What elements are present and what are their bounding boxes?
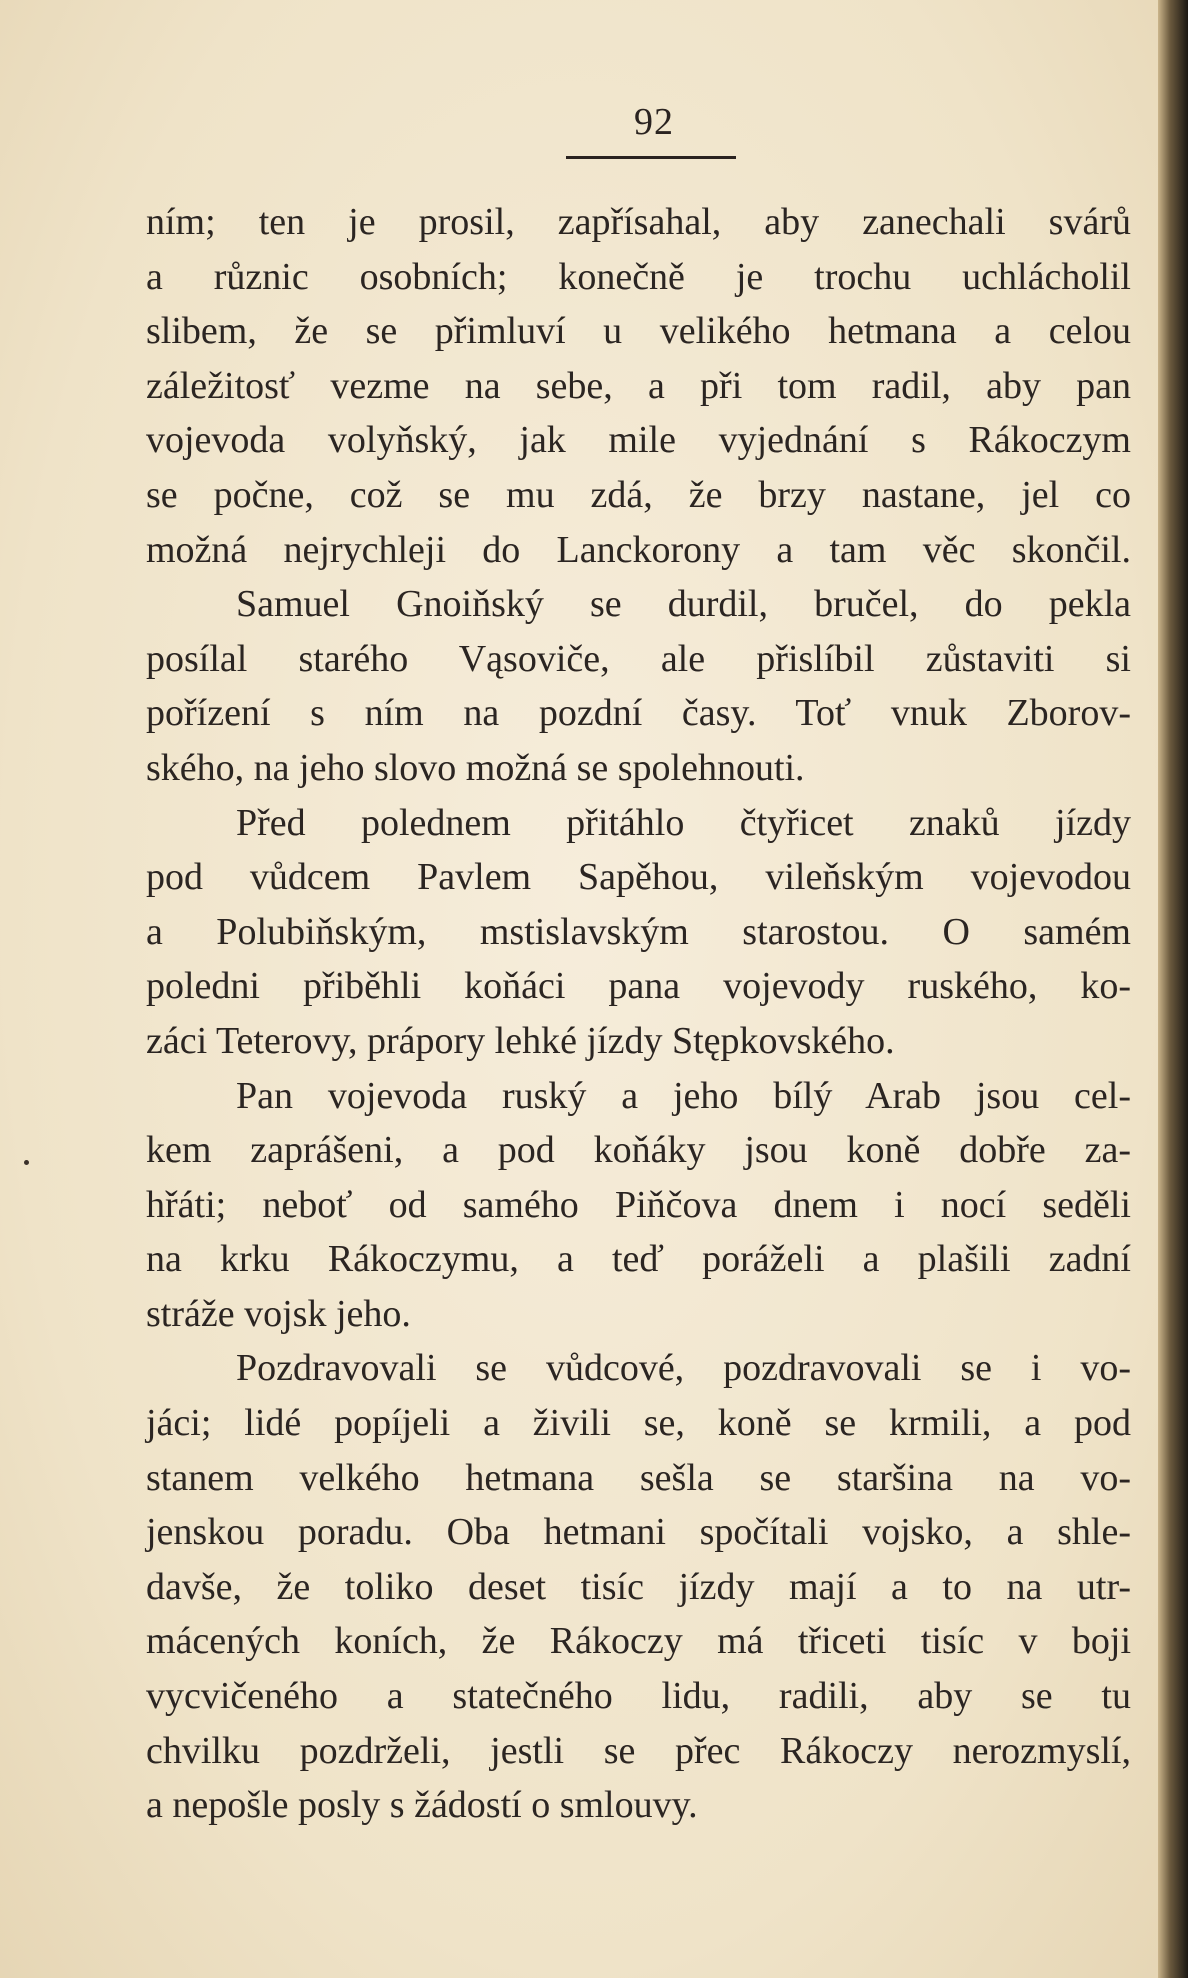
text-line: jáci; lidé popíjeli a živili se, koně se krmili, a pod — [146, 1402, 1131, 1445]
text-line: davše, že toliko deset tisíc jízdy mají a to na utr- — [146, 1565, 1131, 1608]
text-line: slibem, že se přimluví u velikého hetmana a celou — [146, 310, 1131, 353]
text-line: ského, na jeho slovo možná se spolehnouti. — [146, 746, 805, 789]
text-line: chvilku pozdrželi, jestli se přec Rákoczy nerozmyslí, — [146, 1729, 1131, 1772]
page-number: 92 — [634, 101, 674, 143]
text-line: hřáti; neboť od samého Piňčova dnem i nocí seděli — [146, 1183, 1131, 1226]
text-line: vojevoda volyňský, jak mile vyjednání s Rákoczym — [146, 419, 1131, 462]
margin-speck — [24, 1160, 29, 1165]
body-text — [146, 195, 1131, 1833]
header-rule — [566, 156, 736, 159]
text-line: a nepošle posly s žádostí o smlouvy. — [146, 1784, 698, 1827]
text-line: kem zaprášeni, a pod koňáky jsou koně dobře za- — [146, 1129, 1131, 1172]
text-line: se počne, což se mu zdá, že brzy nastane, jel co — [146, 473, 1131, 516]
text-line: jenskou poradu. Oba hetmani spočítali vojsko, a shle- — [146, 1511, 1131, 1554]
text-line: pořízení s ním na pozdní časy. Toť vnuk Zborov- — [146, 692, 1131, 735]
page-edge — [1158, 0, 1188, 1978]
text-line: Pozdravovali se vůdcové, pozdravovali se i vo- — [236, 1347, 1131, 1390]
text-line: záci Teterovy, prápory lehké jízdy Stępkovského. — [146, 1019, 895, 1062]
text-line: mácených koních, že Rákoczy má třiceti tisíc v boji — [146, 1620, 1131, 1663]
page-header — [0, 100, 1158, 144]
text-line: a Polubiňským, mstislavským starostou. O samém — [146, 910, 1131, 953]
text-line: pod vůdcem Pavlem Sapěhou, vileňským vojevodou — [146, 856, 1131, 899]
text-line: vycvičeného a statečného lidu, radili, aby se tu — [146, 1675, 1131, 1718]
text-line: poledni přiběhli koňáci pana vojevody ruského, ko- — [146, 965, 1131, 1008]
text-line: možná nejrychleji do Lanckorony a tam věc skončil. — [146, 528, 1131, 571]
text-line: Před polednem přitáhlo čtyřicet znaků jízdy — [236, 801, 1131, 844]
text-line: a různic osobních; konečně je trochu uchlácholil — [146, 255, 1131, 298]
text-line: ním; ten je prosil, zapřísahal, aby zanechali svárů — [146, 201, 1131, 243]
text-line: stráže vojsk jeho. — [146, 1292, 411, 1335]
text-line: Pan vojevoda ruský a jeho bílý Arab jsou cel- — [236, 1074, 1131, 1117]
text-line: Samuel Gnoiňský se durdil, bručel, do pekla — [236, 583, 1131, 626]
text-line: posílal starého Vąsoviče, ale přislíbil zůstaviti si — [146, 637, 1131, 680]
text-line: záležitosť vezme na sebe, a při tom radil, aby pan — [146, 364, 1131, 407]
text-line: na krku Rákoczymu, a teď poráželi a plašili zadní — [146, 1238, 1131, 1281]
text-line: stanem velkého hetmana sešla se staršina na vo- — [146, 1456, 1131, 1499]
